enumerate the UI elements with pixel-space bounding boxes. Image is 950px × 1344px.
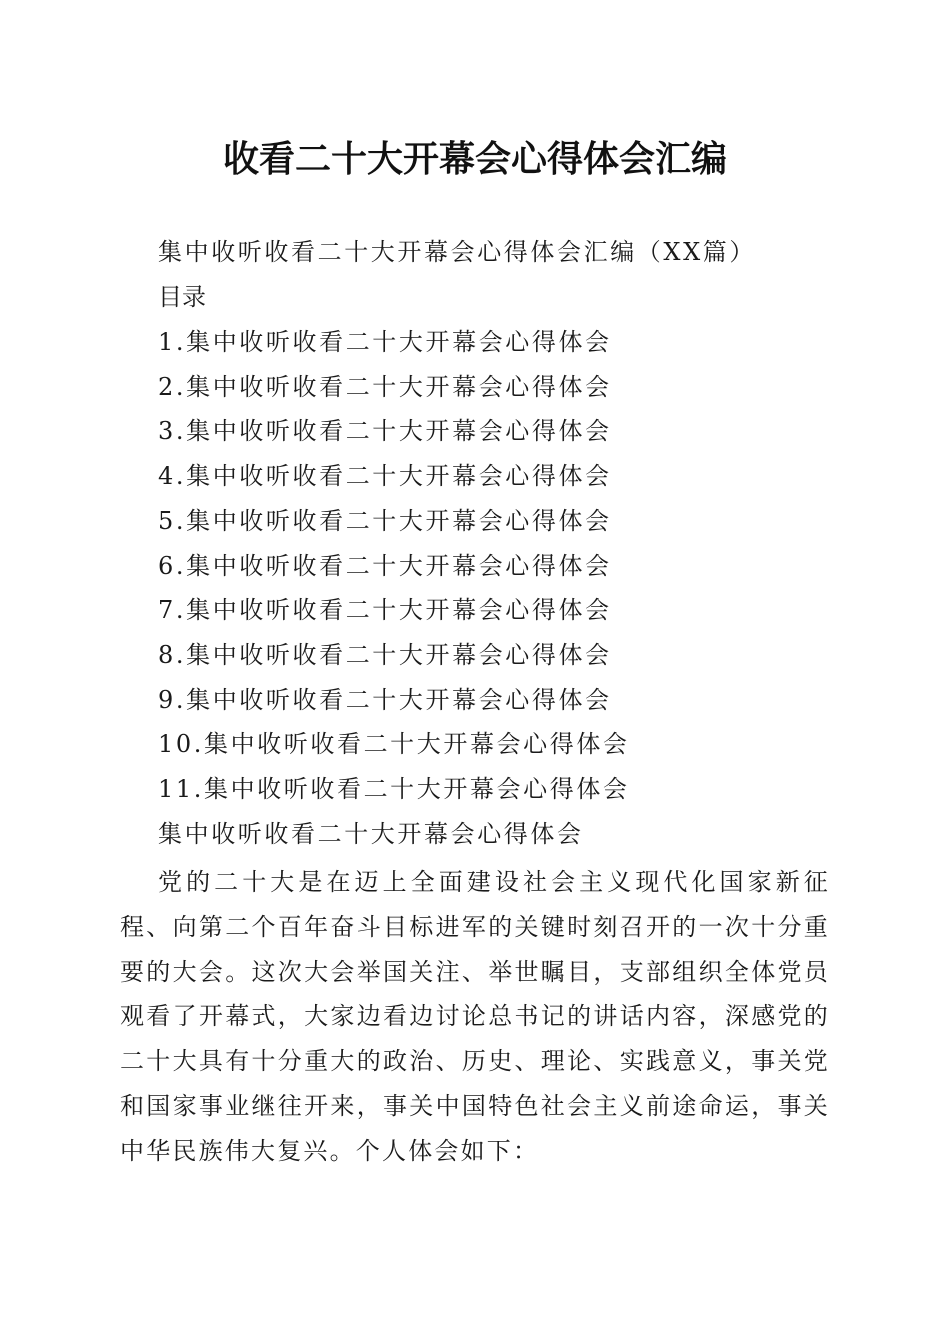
toc-item[interactable]: 8.集中收听收看二十大开幕会心得体会 — [158, 641, 612, 669]
body-paragraph: 党的二十大是在迈上全面建设社会主义现代化国家新征程、向第二个百年奋斗目标进军的关键时刻召开的一次十分重要的大会。这次大会举国关注、举世瞩目，支部组织全体党员观看了开幕式，大家边看边讨论总书记的讲话内容，深感党的二十大具有十分重大的政治、历史、理论、实践意义，事关党和国家事业继往开来，事关中国特色社会主义前途命运，事关中华民族伟大复兴。个人体会如下： — [120, 868, 830, 1165]
toc-item[interactable]: 4.集中收听收看二十大开幕会心得体会 — [158, 462, 612, 490]
toc-item[interactable]: 5.集中收听收看二十大开幕会心得体会 — [158, 507, 612, 535]
toc-item[interactable]: 9.集中收听收看二十大开幕会心得体会 — [158, 686, 612, 714]
toc-item[interactable]: 1.集中收听收看二十大开幕会心得体会 — [158, 328, 612, 356]
document-subtitle: 集中收听收看二十大开幕会心得体会汇编（XX篇） — [158, 238, 756, 266]
section-heading: 集中收听收看二十大开幕会心得体会 — [158, 820, 584, 848]
toc-heading: 目录 — [158, 283, 206, 311]
toc-item[interactable]: 3.集中收听收看二十大开幕会心得体会 — [158, 417, 612, 445]
toc-item[interactable]: 6.集中收听收看二十大开幕会心得体会 — [158, 552, 612, 580]
toc-item[interactable]: 2.集中收听收看二十大开幕会心得体会 — [158, 373, 612, 401]
toc-item[interactable]: 11.集中收听收看二十大开幕会心得体会 — [158, 775, 630, 803]
document-title: 收看二十大开幕会心得体会汇编 — [222, 138, 727, 180]
toc-item[interactable]: 10.集中收听收看二十大开幕会心得体会 — [158, 730, 630, 758]
toc-item[interactable]: 7.集中收听收看二十大开幕会心得体会 — [158, 596, 612, 624]
